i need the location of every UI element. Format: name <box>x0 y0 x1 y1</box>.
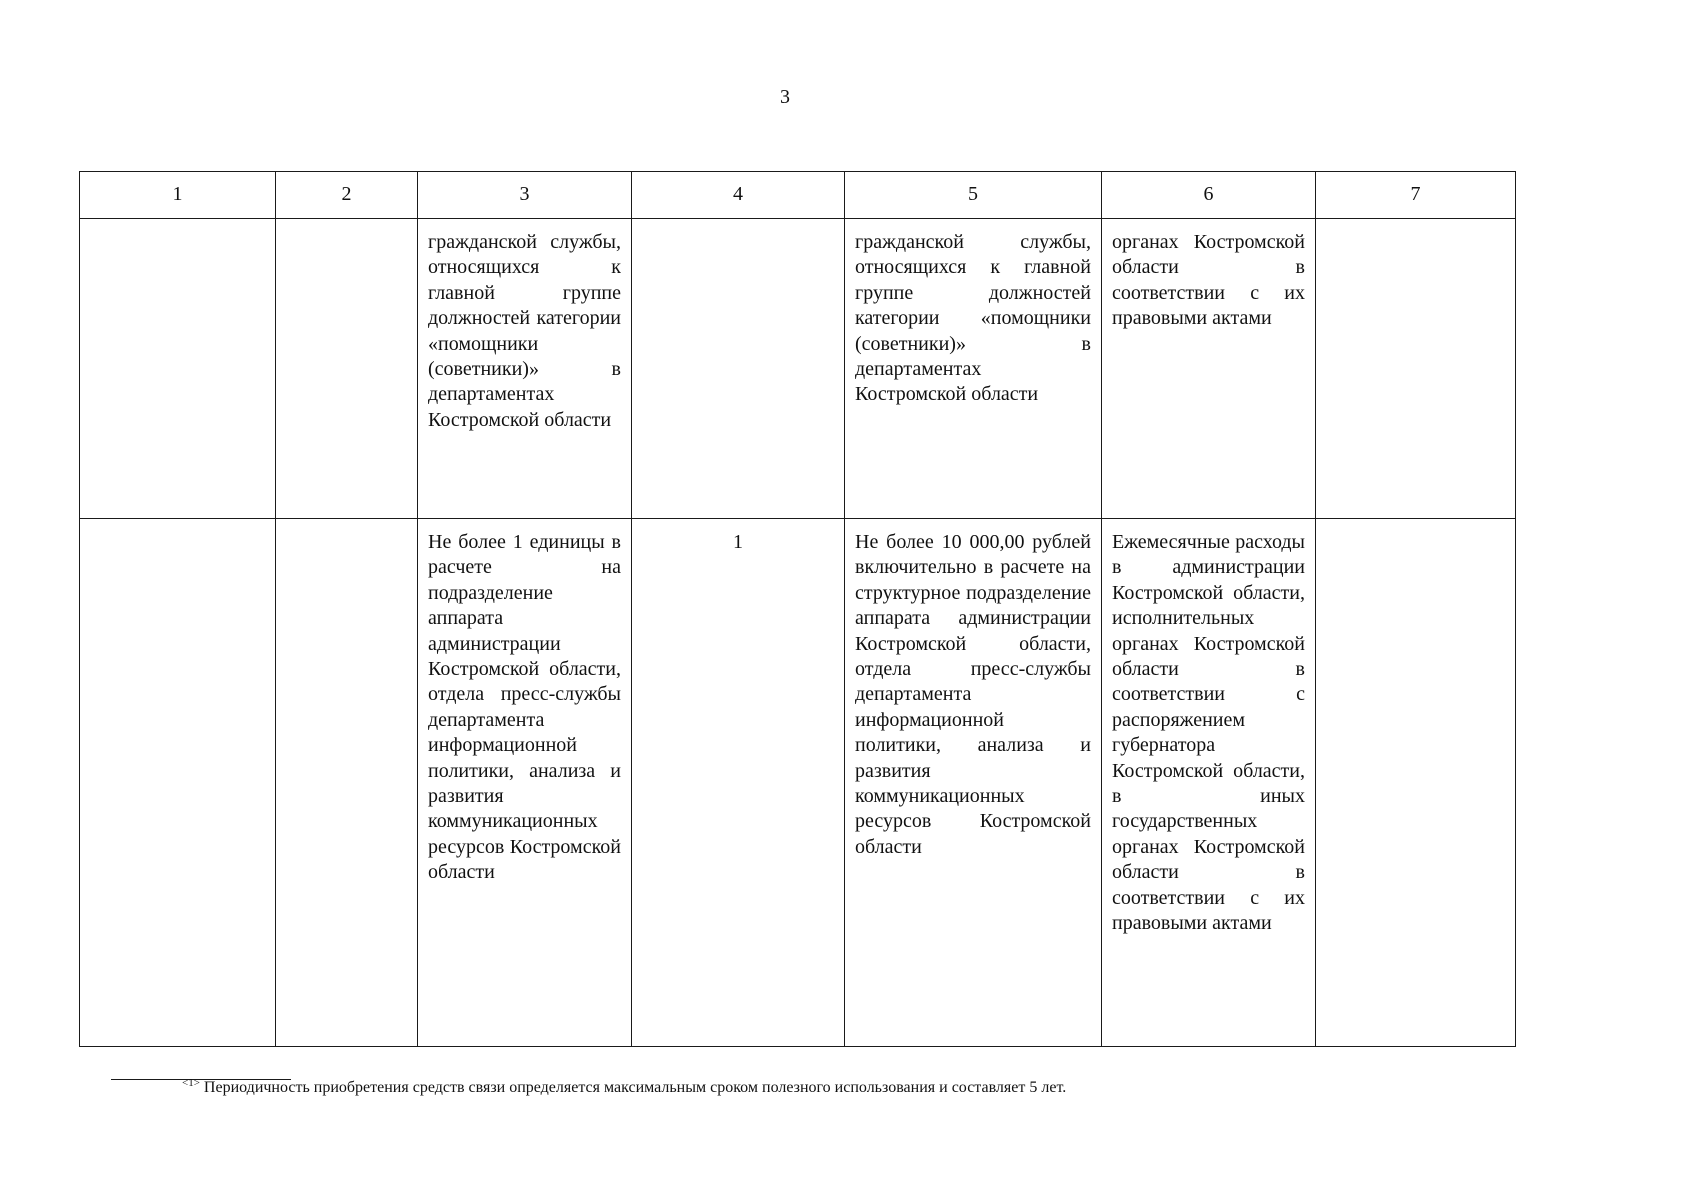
table-cell: органах Костромской области в соответствии с их правовыми актами <box>1102 219 1316 519</box>
column-header-3: 3 <box>418 172 632 219</box>
column-header-1: 1 <box>80 172 276 219</box>
table-cell: Ежемесячные расходы в администрации Костромской области, исполнительных органах Костромской области в соответствии с распоряжением губернатора Костромской области, в иных государственных органах Костромской области в соответствии с их правовыми актами <box>1102 519 1316 1047</box>
table-header-row <box>80 172 1516 219</box>
column-header-5: 5 <box>845 172 1102 219</box>
table-row <box>80 219 1516 519</box>
table-cell <box>276 219 418 519</box>
column-header-6: 6 <box>1102 172 1316 219</box>
table-cell <box>80 519 276 1047</box>
table-cell <box>276 519 418 1047</box>
norms-table <box>79 171 1516 1047</box>
footnote <box>182 1079 1066 1097</box>
table-cell <box>1316 519 1516 1047</box>
column-header-4: 4 <box>632 172 845 219</box>
table-cell <box>632 219 845 519</box>
table-cell: Не более 1 единицы в расчете на подразделение аппарата администрации Костромской области, отдела пресс-службы департамента информационной политики, анализа и развития коммуникационных ресурсов Костромской области <box>418 519 632 1047</box>
table-cell: 1 <box>632 519 845 1047</box>
footnote-marker: <1> <box>182 1077 200 1089</box>
table-cell: гражданской службы, относящихся к главной группе должностей категории «помощники (советники)» в департаментах Костромской области <box>845 219 1102 519</box>
table-cell: Не более 10 000,00 рублей включительно в расчете на структурное подразделение аппарата администрации Костромской области, отдела пресс-службы департамента информационной политики, анализа и развития коммуникационных ресурсов Костромской области <box>845 519 1102 1047</box>
table-row <box>80 519 1516 1047</box>
page-number: 3 <box>780 86 790 108</box>
table-cell <box>1316 219 1516 519</box>
column-header-2: 2 <box>276 172 418 219</box>
column-header-7: 7 <box>1316 172 1516 219</box>
footnote-text: Периодичность приобретения средств связи определяется максимальным сроком полезного использования и составляет 5 лет. <box>203 1079 1067 1096</box>
table-cell: гражданской службы, относящихся к главной группе должностей категории «помощники (советники)» в департаментах Костромской области <box>418 219 632 519</box>
table-cell <box>80 219 276 519</box>
